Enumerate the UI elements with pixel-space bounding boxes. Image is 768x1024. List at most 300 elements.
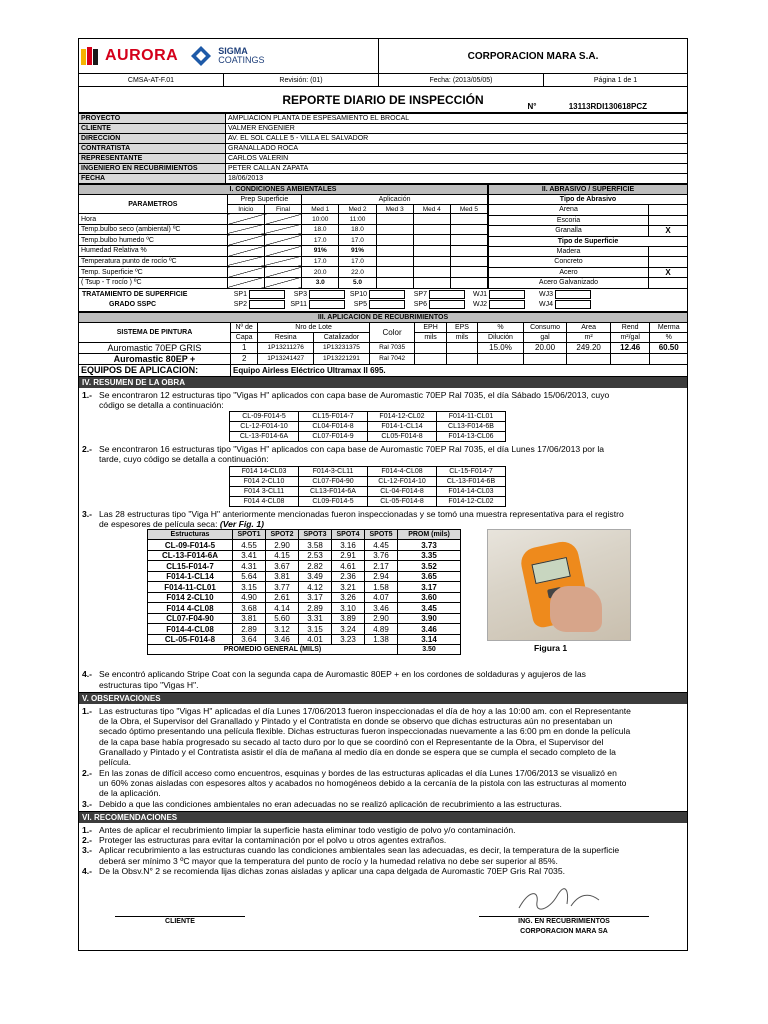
dft-spot: 3.64 <box>233 634 266 645</box>
dft-spot: 5.64 <box>233 571 266 582</box>
coatings-title: III. APLICACION DE RECUBRIMIENTOS <box>79 312 688 322</box>
prep-cell <box>227 235 264 246</box>
option-mark <box>649 257 688 268</box>
dft-spot: 3.46 <box>266 634 299 645</box>
prep-cell <box>227 246 264 257</box>
h-cons: Consumo <box>523 322 567 332</box>
h-capa: Capa <box>230 332 257 342</box>
h-color: Color <box>369 322 415 342</box>
dft-spot: 3.41 <box>233 550 266 561</box>
treatment-grade: SP2 <box>233 300 247 308</box>
condition-empty <box>450 235 487 246</box>
condition-empty <box>450 256 487 267</box>
condition-label: ( Tsup - T rocío ) ºC <box>79 277 228 288</box>
doc-revision: Revisión: (01) <box>224 74 379 87</box>
condition-empty <box>413 214 450 225</box>
list-item <box>79 845 687 866</box>
project-value: GRANALLADO ROCA <box>226 144 688 154</box>
treatment-grade: SP7 <box>413 290 427 298</box>
treatment-checkbox[interactable] <box>429 290 465 299</box>
coating-cat: 1P13221291 <box>314 353 370 364</box>
dft-spot: 3.89 <box>332 613 365 624</box>
conditions-col-header: Med 2 <box>339 205 376 214</box>
dft-avg-label: PROMEDIO GENERAL (MILS) <box>148 645 398 655</box>
structure-code: CL05-F014-8 <box>368 432 437 442</box>
doc-date: Fecha: (2013/05/05) <box>379 74 544 87</box>
list-item-line: Debido a que las condiciones ambientales no eran adecuadas no se realizó aplicación de recubrimiento a las estructuras. <box>99 798 562 809</box>
hand-icon <box>550 586 602 632</box>
treatment-grade: WJ1 <box>473 290 487 298</box>
condition-empty <box>450 224 487 235</box>
condition-label: Temp.bulbo humedo ºC <box>79 235 228 246</box>
dft-header: SPOT2 <box>266 530 299 540</box>
condition-value: 20.0 <box>302 267 339 278</box>
project-label: CONTRATISTA <box>79 144 226 154</box>
option-mark <box>649 278 688 289</box>
dft-structure: F014-4-CL08 <box>148 624 233 635</box>
option-mark <box>649 205 688 216</box>
dft-spot: 3.58 <box>299 540 332 551</box>
prep-cell <box>264 235 301 246</box>
treatment-checkbox[interactable] <box>249 300 285 309</box>
h-mils-eps: mils <box>446 332 477 342</box>
treatment-section <box>78 289 688 312</box>
project-label: FECHA <box>79 174 226 184</box>
prep-cell <box>264 277 301 288</box>
summary-p1-line1: Se encontraron 12 estructuras tipo "Vigas H" aplicados con capa base de Auromastic 70EP Ral 7035, el día Sábado 15/06/2013, cuyo <box>99 389 610 400</box>
summary-p4-num: 4.- <box>82 669 93 680</box>
treatment-checkbox[interactable] <box>309 300 345 309</box>
dft-spot: 4.15 <box>266 550 299 561</box>
dft-spot: 2.53 <box>299 550 332 561</box>
dft-spot: 4.01 <box>299 634 332 645</box>
structure-code: F014 14-CL03 <box>230 466 299 476</box>
abrasive-table <box>488 184 688 289</box>
recommendations-section <box>78 812 688 951</box>
report-number-label: N° <box>527 102 537 111</box>
signature-mark <box>509 888 609 914</box>
prep-cell <box>264 256 301 267</box>
treatment-checkbox[interactable] <box>555 290 591 299</box>
condition-empty <box>376 267 413 278</box>
dft-header: SPOT3 <box>299 530 332 540</box>
dft-average: 3.90 <box>398 613 461 624</box>
abrasive-type-label: Tipo de Abrasivo <box>489 195 688 205</box>
summary-p1-num: 1.- <box>82 389 93 400</box>
treatment-checkbox[interactable] <box>309 290 345 299</box>
dft-spot: 3.12 <box>266 624 299 635</box>
summary-p4-line2: estructuras tipo "Vigas H". <box>99 679 199 690</box>
list-item-line: Proteger las estructuras para evitar la contaminación por el polvo u otros agentes extraños. <box>99 835 447 846</box>
dft-spot: 3.81 <box>233 613 266 624</box>
condition-empty <box>413 277 450 288</box>
logos <box>79 39 379 74</box>
condition-value: 17.0 <box>339 256 376 267</box>
summary-p4-line1: Se encontró aplicando Stripe Coat con la segunda capa de Auromastic 80EP + en los cordones de soldaduras y agujeros de las <box>99 669 586 680</box>
observations-title: V. OBSERVACIONES <box>79 693 687 704</box>
condition-empty <box>413 256 450 267</box>
summary-section <box>78 377 688 693</box>
observations-section <box>78 693 688 812</box>
condition-value: 11:00 <box>339 214 376 225</box>
structure-code: F014 3-CL11 <box>230 486 299 496</box>
condition-empty <box>413 267 450 278</box>
list-item-line: de la Obra, el Supervisor del Granallado y Pintado y el Contratista en donde se observo que dichas estructuras aún no presentaban un <box>99 716 613 727</box>
summary-p2-num: 2.- <box>82 444 93 455</box>
option-label: Acero <box>489 267 649 278</box>
list-item <box>79 835 687 845</box>
prep-cell <box>264 267 301 278</box>
summary-p2-line1: Se encontraron 16 estructuras tipo "Vigas H" aplicados con capa base de Auromastic 70EP Ral 7035, el día Lunes 17/06/2013 por la <box>99 444 605 455</box>
signature-area <box>79 878 687 950</box>
prep-cell <box>227 256 264 267</box>
dft-spot: 3.15 <box>299 624 332 635</box>
sigma-logo-line2: COATINGS <box>218 55 265 65</box>
dft-spot: 2.17 <box>365 561 398 572</box>
app-label: Aplicación <box>302 195 488 205</box>
conditions-col-header: Final <box>264 205 301 214</box>
condition-value: 17.0 <box>302 235 339 246</box>
summary-p2-line2: tarde, cuyo código se detalla a continuación: <box>99 454 269 465</box>
dft-spot: 3.67 <box>266 561 299 572</box>
dft-spot: 4.31 <box>233 561 266 572</box>
client-signature-label: CLIENTE <box>165 918 195 926</box>
company-name: CORPORACION MARA S.A. <box>379 39 688 74</box>
prep-label: Prep Superficie <box>227 195 301 205</box>
list-item-line: un 60% zonas aisladas con espesores altos y acabados no homogéneos debido a la cercanía de la pistola con las estructuras al momento <box>99 777 627 788</box>
conditions-col-header: Med 5 <box>450 205 487 214</box>
treatment-option <box>289 290 349 299</box>
conditions-title: I. CONDICIONES AMBIENTALES <box>79 185 488 195</box>
h-eps: EPS <box>446 322 477 332</box>
dft-spot: 2.89 <box>299 603 332 614</box>
h-rend: Rend <box>610 322 650 332</box>
treatment-grade: WJ3 <box>539 290 553 298</box>
structure-code: F014-1-CL14 <box>368 422 437 432</box>
condition-empty <box>413 224 450 235</box>
project-value: 18/06/2013 <box>226 174 688 184</box>
h-lote: Nro de Lote <box>258 322 369 332</box>
dft-spot: 4.90 <box>233 592 266 603</box>
treatment-checkbox[interactable] <box>429 300 465 309</box>
condition-empty <box>413 235 450 246</box>
list-item <box>79 706 687 768</box>
coating-cat: 1P13231375 <box>314 342 370 353</box>
list-item-line: de la aplicación. <box>99 788 161 799</box>
h-merma: Merma <box>650 322 688 332</box>
dft-average: 3.46 <box>398 624 461 635</box>
treatment-option <box>289 300 349 309</box>
structure-code: F014-14-CL03 <box>437 486 506 496</box>
treatment-grade: WJ4 <box>539 300 553 308</box>
project-label: REPRESENTANTE <box>79 154 226 164</box>
project-label: CLIENTE <box>79 124 226 134</box>
dft-spot: 5.60 <box>266 613 299 624</box>
list-item-line: película. <box>99 757 132 768</box>
coating-merma <box>650 353 688 364</box>
dft-spot: 4.45 <box>365 540 398 551</box>
dft-spot: 2.90 <box>266 540 299 551</box>
structure-code: F014 2-CL10 <box>230 476 299 486</box>
report-title: REPORTE DIARIO DE INSPECCIÓN <box>282 92 484 107</box>
summary-title: IV. RESUMEN DE LA OBRA <box>79 377 687 388</box>
project-info <box>78 113 688 184</box>
structure-code: CL-04-F014-8 <box>368 486 437 496</box>
dft-average: 3.17 <box>398 582 461 593</box>
project-label: PROYECTO <box>79 114 226 124</box>
dft-spot: 3.16 <box>332 540 365 551</box>
treatment-label: TRATAMIENTO DE SUPERFICIE <box>82 290 188 298</box>
coating-capa: 1 <box>230 342 257 353</box>
project-label: INGENIERO EN RECUBRIMIENTOS <box>79 164 226 174</box>
dft-spot: 3.24 <box>332 624 365 635</box>
structure-code: CL09-F014-5 <box>299 496 368 506</box>
condition-label: Temp. Superficie ºC <box>79 267 228 278</box>
conditions-col-header: Med 4 <box>413 205 450 214</box>
dft-structure: CL-05-F014-8 <box>148 634 233 645</box>
structure-code: CL13-F014-6A <box>299 486 368 496</box>
option-mark: X <box>649 267 688 278</box>
treatment-option <box>409 300 469 309</box>
list-item-line: secado óptimo presentando una película flexible. Dichas estructuras fueron inspeccionadas nuevamente a las 6:00 pm en donde la película <box>99 726 631 737</box>
treatment-grade: SP1 <box>233 290 247 298</box>
equip-label: EQUIPOS DE APLICACION: <box>79 364 231 376</box>
list-item-line: Aplicar recubrimiento a las estructuras cuando las condiciones ambientales sean las adecuadas, es decir, la temperatura de la superficie <box>99 845 620 856</box>
summary-p1-line2: código se detalla a continuación: <box>99 399 224 410</box>
option-mark <box>649 246 688 257</box>
treatment-grade: SP11 <box>290 300 307 308</box>
structure-code: CL07-F014-9 <box>299 432 368 442</box>
treatment-checkbox[interactable] <box>369 300 405 309</box>
dft-structure: F014-11-CL01 <box>148 582 233 593</box>
conditions-table <box>78 184 488 289</box>
structure-code: CL15-F014-7 <box>299 412 368 422</box>
structures-table-2 <box>229 466 506 507</box>
option-label: Concreto <box>489 257 649 268</box>
condition-label: Temp.bulbo seco (ambiental) ºC <box>79 224 228 235</box>
structure-code: CL13-F014-6B <box>437 422 506 432</box>
sigma-logo-line1: SIGMA <box>218 46 248 56</box>
dft-spot: 2.82 <box>299 561 332 572</box>
doc-code: CMSA-AT-F.01 <box>79 74 224 87</box>
condition-value: 91% <box>302 246 339 257</box>
condition-empty <box>376 256 413 267</box>
condition-value: 10:00 <box>302 214 339 225</box>
coating-merma: 60.50 <box>650 342 688 353</box>
condition-empty <box>376 224 413 235</box>
dft-spot: 1.38 <box>365 634 398 645</box>
aurora-logo-icon <box>81 47 99 65</box>
option-mark: X <box>649 226 688 237</box>
dft-average: 3.52 <box>398 561 461 572</box>
conditions-section <box>78 184 688 289</box>
condition-value: 17.0 <box>302 256 339 267</box>
structure-code: CL-15-F014-7 <box>437 466 506 476</box>
list-item-number: 1.- <box>82 824 93 835</box>
structure-code: CL-12-F014-10 <box>230 422 299 432</box>
dft-avg-value: 3.50 <box>398 645 461 655</box>
option-mark <box>649 215 688 226</box>
condition-empty <box>376 246 413 257</box>
h-eph: EPH <box>415 322 446 332</box>
treatment-checkbox[interactable] <box>489 290 525 299</box>
condition-value: 18.0 <box>302 224 339 235</box>
treatment-option <box>469 300 535 309</box>
conditions-col-header: Inicio <box>227 205 264 214</box>
dft-spot: 4.55 <box>233 540 266 551</box>
engineer-signature-line1: ING. EN RECUBRIMIENTOS <box>518 918 610 926</box>
dft-average: 3.14 <box>398 634 461 645</box>
prep-cell <box>227 277 264 288</box>
dft-spot: 3.21 <box>332 582 365 593</box>
dft-spot: 4.89 <box>365 624 398 635</box>
sigma-logo-icon <box>190 45 212 67</box>
treatment-checkbox[interactable] <box>555 300 591 309</box>
treatment-option <box>535 290 601 299</box>
condition-empty <box>450 246 487 257</box>
dft-spot: 4.07 <box>365 592 398 603</box>
abrasive-title: II. ABRASIVO / SUPERFICIE <box>489 185 688 195</box>
list-item-number: 3.- <box>82 845 93 856</box>
project-label: DIRECCION <box>79 134 226 144</box>
dft-spot: 3.49 <box>299 571 332 582</box>
condition-empty <box>450 214 487 225</box>
condition-label: Temperatura punto de rocío ºC <box>79 256 228 267</box>
doc-page: Página 1 de 1 <box>544 74 688 87</box>
dft-spot: 3.15 <box>233 582 266 593</box>
conditions-col-header: Med 3 <box>376 205 413 214</box>
option-label: Escoria <box>489 215 649 226</box>
project-value: AMPLIACION PLANTA DE ESPESAMIENTO EL BROCAL <box>226 114 688 124</box>
dft-spot: 3.46 <box>365 603 398 614</box>
dft-header: Estructuras <box>148 530 233 540</box>
coating-capa: 2 <box>230 353 257 364</box>
list-item-line: Granallado y Pintado y el Contratista asistir el día de mañana al medio día en donde se espera que se cumpla el secado completo de la <box>99 747 616 758</box>
coating-area <box>567 353 611 364</box>
dft-spot: 3.31 <box>299 613 332 624</box>
h-mils-eph: mils <box>415 332 446 342</box>
treatment-option <box>349 300 409 309</box>
dft-table <box>147 529 461 655</box>
treatment-checkbox[interactable] <box>489 300 525 309</box>
h-gal: gal <box>523 332 567 342</box>
treatment-checkbox[interactable] <box>369 290 405 299</box>
dft-spot: 3.23 <box>332 634 365 645</box>
dft-average: 3.45 <box>398 603 461 614</box>
coating-resina: 1P13241427 <box>258 353 314 364</box>
h-m2: m² <box>567 332 611 342</box>
condition-empty <box>450 277 487 288</box>
condition-value: 17.0 <box>339 235 376 246</box>
condition-value: 22.0 <box>339 267 376 278</box>
dft-structure: F014 4-CL08 <box>148 603 233 614</box>
structure-code: F014-11-CL01 <box>437 412 506 422</box>
coating-resina: 1P13211276 <box>258 342 314 353</box>
structure-code: F014-12-CL02 <box>368 412 437 422</box>
dft-spot: 2.90 <box>365 613 398 624</box>
condition-empty <box>376 235 413 246</box>
option-label: Acero Galvanizado <box>489 278 649 289</box>
treatment-option <box>229 300 289 309</box>
summary-p3-num: 3.- <box>82 508 93 519</box>
condition-label: Humedad Relativa % <box>79 246 228 257</box>
option-label: Madera <box>489 246 649 257</box>
dft-spot: 2.94 <box>365 571 398 582</box>
list-item <box>79 866 687 876</box>
params-label: PARAMETROS <box>79 195 228 214</box>
sspc-label: GRADO SSPC <box>109 300 157 308</box>
coating-eph <box>415 342 446 353</box>
condition-empty <box>413 246 450 257</box>
structures-table-1 <box>229 411 506 442</box>
list-item <box>79 799 687 809</box>
engineer-signature-line2: CORPORACION MARA SA <box>520 928 608 936</box>
coating-eph <box>415 353 446 364</box>
dft-header: PROM (mils) <box>398 530 461 540</box>
coating-color: Ral 7035 <box>369 342 415 353</box>
list-item-line: Las estructuras tipo "Vigas H" aplicadas el día Lunes 17/06/2013 fueron inspeccionadas el día de hoy a las 10:00 am. con el Representante <box>99 705 631 716</box>
coating-area: 249.20 <box>567 342 611 353</box>
coatings-table <box>78 312 688 377</box>
list-item-number: 1.- <box>82 705 93 716</box>
condition-value: 3.0 <box>302 277 339 288</box>
option-label: Granalla <box>489 226 649 237</box>
treatment-checkbox[interactable] <box>249 290 285 299</box>
h-area: Area <box>567 322 611 332</box>
treatment-grade: WJ2 <box>473 300 487 308</box>
condition-value: 5.0 <box>339 277 376 288</box>
list-item <box>79 768 687 799</box>
structure-code: F014-3-CL11 <box>299 466 368 476</box>
treatment-option <box>349 290 409 299</box>
summary-p3-line2: de espesores de película seca: <box>99 518 220 529</box>
coating-rend <box>610 353 650 364</box>
conditions-col-header: Med 1 <box>302 205 339 214</box>
report-header <box>78 38 688 113</box>
dft-structure: CL07-F04-90 <box>148 613 233 624</box>
prep-cell <box>264 224 301 235</box>
h-dilucion: Dilución <box>478 332 524 342</box>
h-pct: % <box>478 322 524 332</box>
dft-average: 3.35 <box>398 550 461 561</box>
fig-reference: (Ver Fig. 1) <box>219 518 264 529</box>
list-item-number: 3.- <box>82 798 93 809</box>
condition-value: 18.0 <box>339 224 376 235</box>
dft-spot: 2.61 <box>266 592 299 603</box>
project-value: AV. EL SOL CALLE 5 - VILLA EL SALVADOR <box>226 134 688 144</box>
dft-spot: 4.61 <box>332 561 365 572</box>
inspection-report <box>78 38 688 951</box>
structure-code: CL07-F04-90 <box>299 476 368 486</box>
structure-code: CL-13-F014-6A <box>230 432 299 442</box>
treatment-option <box>409 290 469 299</box>
dft-spot: 3.26 <box>332 592 365 603</box>
dft-spot: 3.10 <box>332 603 365 614</box>
prep-cell <box>227 267 264 278</box>
dft-average: 3.65 <box>398 571 461 582</box>
coating-eps <box>446 353 477 364</box>
project-value: CARLOS VALERIN <box>226 154 688 164</box>
aurora-logo: AURORA <box>105 47 179 64</box>
dft-structure: CL-13-F014-6A <box>148 550 233 561</box>
list-item-number: 2.- <box>82 767 93 778</box>
dft-header: SPOT4 <box>332 530 365 540</box>
condition-empty <box>376 277 413 288</box>
condition-empty <box>376 214 413 225</box>
list-item-line: de la capa base había progresado su secado al tacto duro por lo que se coordinó con el Representante de la Obra, el Supervisor del <box>99 736 604 747</box>
structure-code: CL-13-F014-6B <box>437 476 506 486</box>
dft-spot: 3.81 <box>266 571 299 582</box>
